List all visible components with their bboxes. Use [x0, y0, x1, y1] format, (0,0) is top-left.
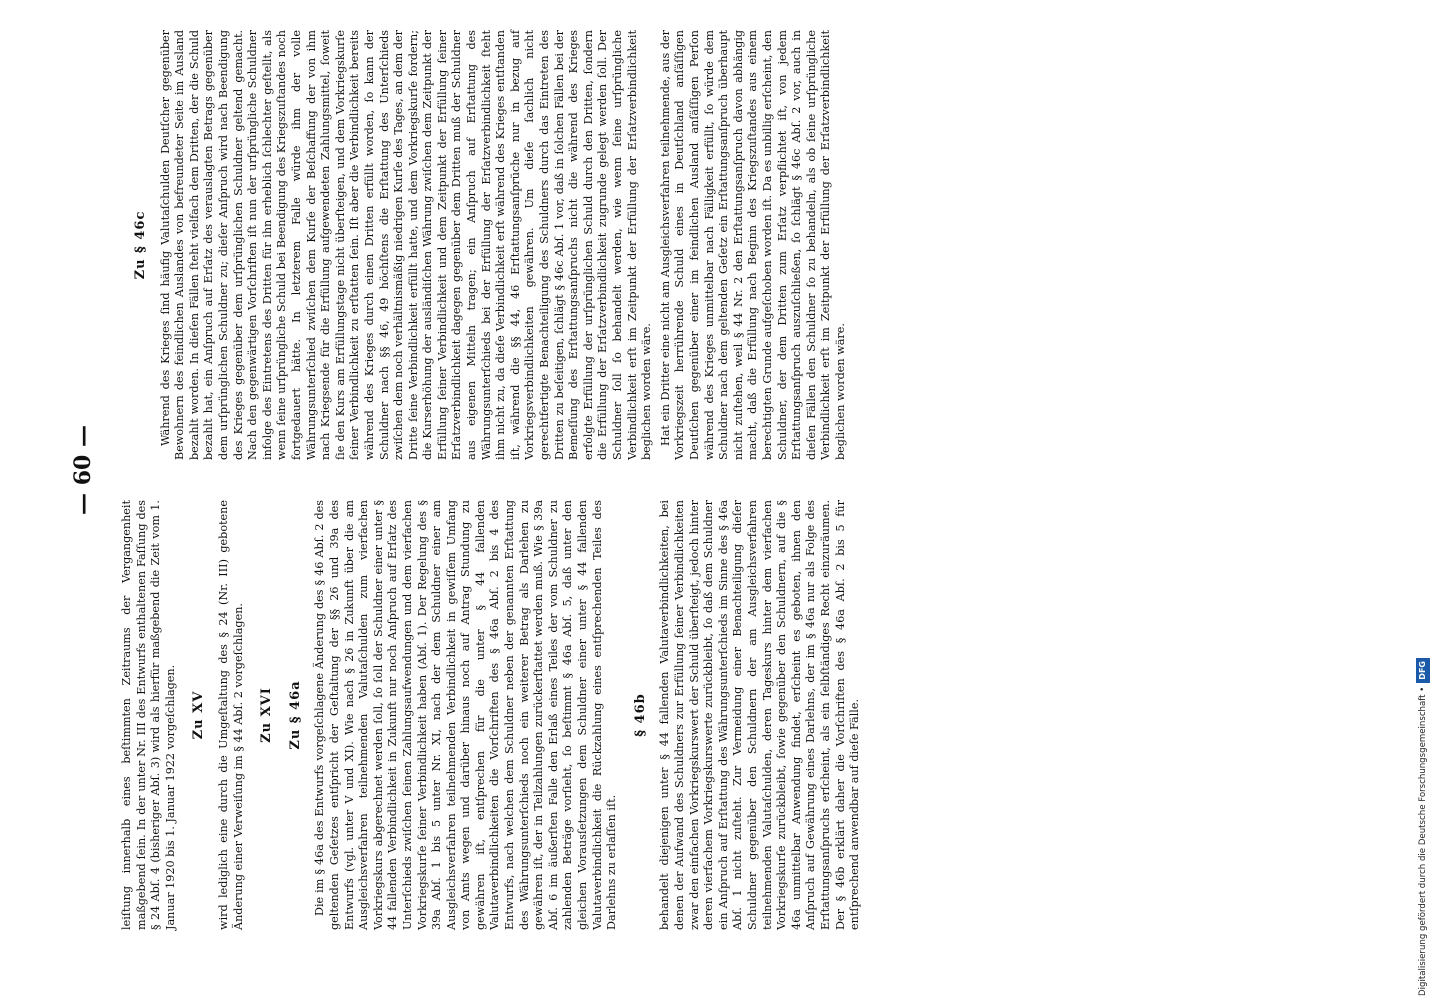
right-column — [120, 30, 853, 460]
paragraph-46b: behandelt diejenigen unter § 44 fallenden Valutaverbindlichkeiten, bei denen der Aufwand des Schuldners zur Erfüllung ſeiner Verbindlichkeiten zwar den einfachen Vorkriegskurswert der Schuld überſteigt, jedoch hinter deren vierfachem Vorkriegskurswerte zurückbleibt, ſo daß dem Schuldner ein Anſpruch auf Erſtattung des Währungsunterſchieds im Sinne des § 46a Abſ. 1 nicht zuſteht. Zur Vermeidung einer Benachteiligung dieſer Schuldner gegenüber den Schuldnern der am Ausgleichsverfahren teilnehmenden Valutaſchulden, deren Tageskurs hinter dem vierfachen Vorkriegskurſe zurückbleibt, ſowie gegenüber den Schuldnern, auf die § 46a unmittelbar Anwendung findet, erſcheint es geboten, ihnen den Anſpruch auf Gewährung eines Darlehns, der im § 46a nur als Folge des Erſtattungsanſpruchs erſcheint, als ein ſelbſtändiges Recht einzuräumen. Der § 46b erklärt daher die Vorſchriften des § 46a Abſ. 2 bis 5 für entſprechend anwendbar auf dieſe Fälle. — [658, 500, 862, 930]
subheading-46b: § 46b — [632, 693, 648, 737]
credit-text: Digitalisierung gefördert durch die Deutsche Forschungsgemeinschaft • — [1418, 686, 1428, 996]
heading-zu-xv: Zu XV — [191, 690, 207, 740]
heading-zu-46c: Zu § 46c — [133, 210, 148, 280]
paragraph-intro: leiſtung innerhalb eines beſtimmten Zeitraums der Vergangenheit maßgebend ſein. In der unter Nr. III des Entwurfs enthaltenen Faſſung des § 24 Abſ. 4 (bisheriger Abſ. 3) wird als hierfür maßgebend die Zeit vom 1. Januar 1920 bis 1. Januar 1922 vorgeſchlagen. — [120, 500, 177, 930]
paragraph-46c-2: Hat ein Dritter eine nicht am Ausgleichsverfahren teilnehmende, aus der Vorkriegszeit herrührende Schuld eines in Deutſchland anſäſſigen Deutſchen gegenüber einer im feindlichen Ausland anſäſſigen Perſon während des Krieges unmittelbar nach Fälligkeit erfüllt, ſo würde dem Schuldner nach dem geltenden Geſetz ein Erſtattungsanſpruch überhaupt nicht zuſtehen, weil § 44 Nr. 2 den Erſtattungsanſpruch davon abhängig macht, daß die Erfüllung nach Beginn des Kriegszuſtandes aus einem berechtigten Grunde aufgeſchoben worden iſt. Da es unbillig erſcheint, den Schuldner, der dem Dritten zum Erſatz verpflichtet iſt, von jedem Erſtattungsanſpruch auszuſchließen, ſo ſchlägt § 46c Abſ. 2 vor, auch in dieſen Fällen den Schuldner ſo zu behandeln, als ob ſeine urſprüngliche Verbindlichkeit erſt im Zeitpunkt der Erfüllung der Erſatzverbindlichkeit beglichen worden wäre. — [658, 30, 847, 460]
paragraph-46c-1: Während des Krieges ſind häufig Valutaſchulden Deutſcher gegenüber Bewohnern des feindlichen Auslandes von befreundeter Seite im Ausland bezahlt worden. In dieſen Fällen ſteht vielfach dem Dritten, der die Schuld bezahlt hat, ein Anſpruch auf Erſatz des verauslagten Betrags gegenüber dem urſprünglichen Schuldner zu; dieſer Anſpruch wird nach Beendigung des Krieges gegenüber dem urſprünglichen Schuldner geltend gemacht. Nach den gegenwärtigen Vorſchriften iſt nun der urſprüngliche Schuldner infolge des Eintretens des Dritten für ihn erheblich ſchlechter geſtellt, als wenn ſeine urſprüngliche Schuld bei Beendigung des Kriegszuſtandes noch fortgedauert hätte. In letzterem Falle würde ihm der volle Währungsunterſchied zwiſchen dem Kurſe der Beſchaffung der von ihm nach Kriegsende für die Erfüllung aufgewendeten Zahlungsmittel, ſoweit ſie den Kurs am Erfüllungstage nicht überſteigen, und dem Vorkriegskurſe ſeiner Verbindlichkeit zu erſtatten ſein. Iſt aber die Verbindlichkeit bereits während des Krieges durch einen Dritten erfüllt worden, ſo kann der Schuldner nach §§ 46, 49 höchſtens die Erſtattung des Unterſchieds zwiſchen dem noch verhältnismäßig niedrigen Kurſe des Tages, an dem der Dritte ſeine Verbindlichkeit erfüllt hatte, und dem Vorkriegskurſe fordern; die Kurserhöhung der ausländiſchen Währung zwiſchen dem Zeitpunkt der Erfüllung ſeiner Verbindlichkeit und dem Zeitpunkt der Erfüllung ſeiner Erſatzverbindlichkeit dagegen gegenüber dem Dritten muß der Schuldner aus eigenen Mitteln tragen; ein Anſpruch auf Erſtattung des Währungsunterſchieds bei der Erfüllung der Erſatzverbindlichkeit ſteht ihm nicht zu, da dieſe Verbindlichkeit erſt während des Krieges entſtanden iſt, während die §§ 44, 46 Erſtattungsanſprüche nur in bezug auf Vorkriegsverbindlichkeiten gewähren. Um dieſe ſachlich nicht gerechtfertigte Benachteiligung des Schuldners durch das Eintreten des Dritten zu beſeitigen, ſchlägt § 46c Abſ. 1 vor, daß in ſolchen Fällen bei der Bemeſſung des Erſtattungsanſpruchs nicht die während des Krieges erfolgte Erfüllung der urſprünglichen Schuld durch den Dritten, ſondern die Erfüllung der Erſatzverbindlichkeit zugrunde gelegt werden ſoll. Der Schuldner ſoll ſo behandelt werden, wie wenn ſeine urſprüngliche Verbindlichkeit erſt im Zeitpunkt der Erfüllung der Erſatzverbindlichkeit beglichen worden wäre. — [158, 30, 654, 460]
left-column — [120, 500, 867, 930]
heading-zu-xvi: Zu XVI — [259, 687, 275, 743]
rotated-page — [70, 10, 1410, 930]
paragraph-xv: wird lediglich eine durch die Umgeſtaltung des § 24 (Nr. III) gebotene Änderung einer Verweiſung im § 44 Abſ. 2 vorgeſchlagen. — [216, 500, 245, 930]
paragraph-46a: Die im § 46a des Entwurfs vorgeſchlagene Änderung des § 46 Abſ. 2 des geltenden Geſetzes entſpricht der Geſtaltung der §§ 26 und 39a des Entwurfs (vgl. unter V und XI). Wie nach § 26 in Zukunft über die am Ausgleichsverfahren teilnehmenden Valutaſchulden zum vierfachen Vorkriegskurs abgerechnet werden ſoll, ſo ſoll der Schuldner einer unter § 44 fallenden Verbindlichkeit in Zukunft nur noch Anſpruch auf Erſatz des Unterſchieds zwiſchen ſeinen Zahlungsaufwendungen und dem vierfachen Vorkriegskurſe ſeiner Verbindlichkeit haben (Abſ. 1). Der Regelung des § 39a Abſ. 1 bis 5 unter Nr. XI, nach der dem Schuldner einer am Ausgleichsverfahren teilnehmenden Verbindlichkeit in gewiſſem Umfang von Amts wegen und darüber hinaus noch auf Antrag Stundung zu gewähren iſt, entſprechen für die unter § 44 fallenden Valutaverbindlichkeiten die Vorſchriften des § 46a Abſ. 2 bis 4 des Entwurfs, nach welchen dem Schuldner neben der genannten Erſtattung des Währungsunterſchieds noch ein weiterer Betrag als Darlehen zu gewähren iſt, der in Teilzahlungen zurückerſtattet werden muß. Wie § 39a Abſ. 6 im äußerſten Falle den Erlaß eines Teiles der vom Schuldner zu zahlenden Beträge vorſieht, ſo beſtimmt § 46a Abſ. 5, daß unter den gleichen Vorausſetzungen dem Schuldner einer unter § 44 fallenden Valutaverbindlichkeit die Rückzahlung eines entſprechenden Teiles des Darlehns zu erlaſſen iſt. — [313, 500, 619, 930]
digitization-credit — [1416, 6, 1430, 996]
subheading-46a: Zu § 46a — [287, 680, 303, 750]
dfg-logo: DFG — [1416, 658, 1430, 683]
page-number: — 60 — — [70, 425, 96, 515]
